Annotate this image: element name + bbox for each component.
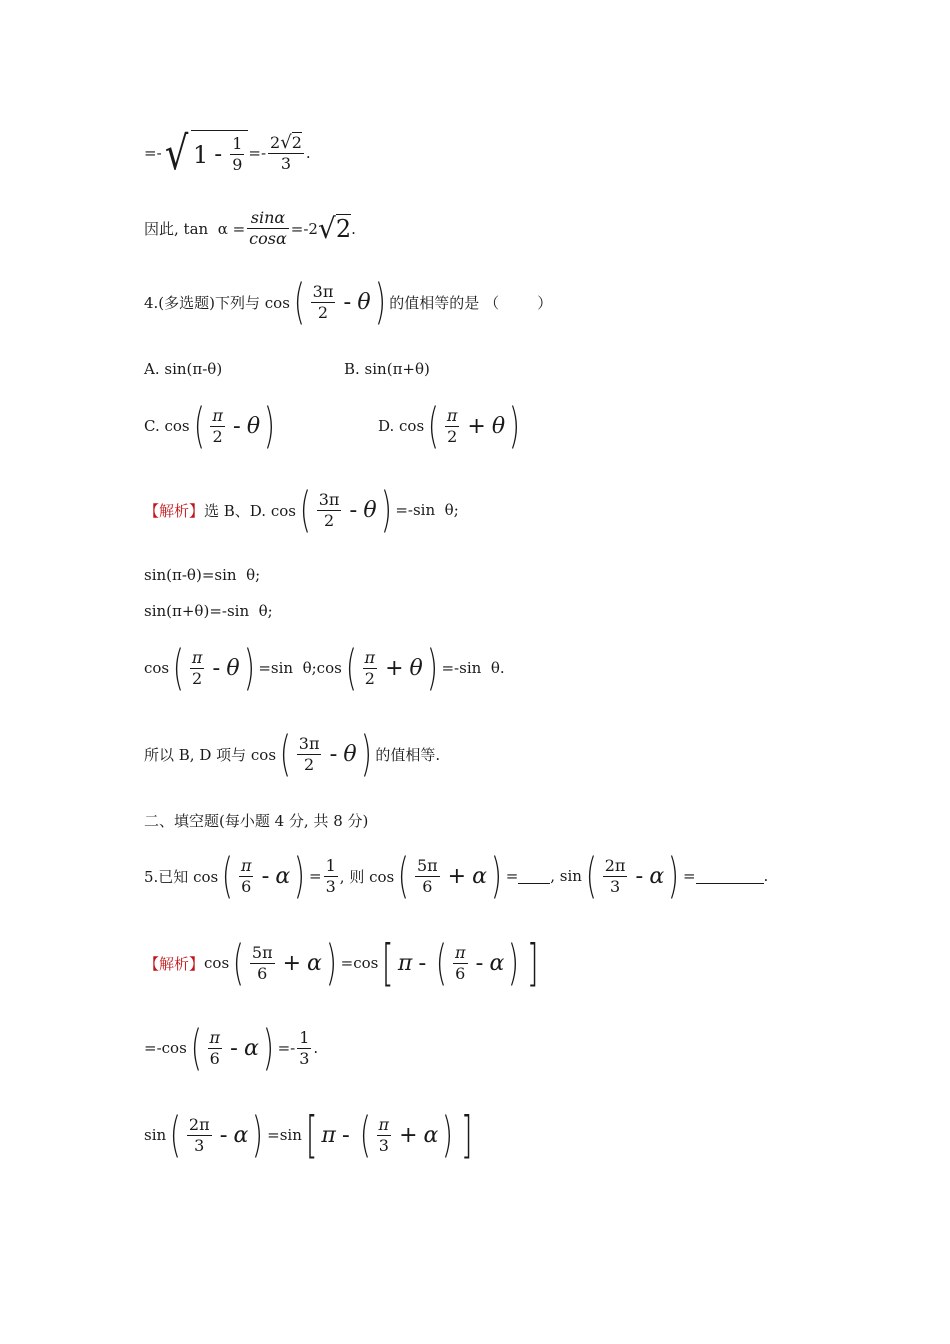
- option-a: A. sin(π-θ): [144, 360, 223, 378]
- eq-line-2: 因此, tan α = $\frac{\sin\alpha}{\cos\alpha}$ =-2 √ 2 .: [144, 208, 356, 248]
- solution-5-line-3: sin ( $\frac{2\pi}{3}$ - α ) =sin [ π - ( $\frac{\pi}{3}$ + α ) ]: [144, 1106, 473, 1164]
- answer-blank-2[interactable]: [696, 869, 764, 884]
- solution-tag: 【解析】: [144, 501, 205, 520]
- fraction: $\frac{\pi}{6}$: [455, 942, 466, 983]
- fraction: $\frac{1}{3}$: [299, 1027, 310, 1068]
- eq-line-1: =- √ 1 - $\frac{1}{9}$ =- $\frac{2√2}{3}$ .: [144, 126, 311, 180]
- fraction: $\frac{\sin\alpha}{\cos\alpha}$: [249, 208, 287, 248]
- fraction: $\frac{1}{9}$: [232, 134, 243, 174]
- equals: =-: [248, 144, 267, 162]
- radicand: [191, 130, 248, 176]
- solution-4-line-5: 所以 B, D 项与 cos ( $\frac{3\pi}{2}$ - θ ) 的值相等.: [144, 726, 441, 782]
- solution-4-line-3: sin(π+θ)=-sin θ;: [144, 602, 273, 620]
- answer-blank-1[interactable]: [518, 869, 550, 884]
- fraction: $\frac{\pi}{2}$: [191, 647, 203, 688]
- fraction: $\frac{2\pi}{3}$: [604, 855, 626, 896]
- option-c: C. cos ( $\frac{\pi}{2}$ - θ ): [144, 398, 276, 454]
- solution-5-line-2: =-cos ( $\frac{\pi}{6}$ - α ) =- $\frac{1}{3}$ .: [144, 1020, 319, 1076]
- fraction: $\frac{\pi}{6}$: [240, 855, 252, 896]
- option-b: B. sin(π+θ): [344, 360, 430, 378]
- fraction: $\frac{2√2}{3}$: [270, 131, 302, 173]
- fraction: $\frac{\pi}{3}$: [378, 1114, 390, 1155]
- option-d: D. cos ( $\frac{\pi}{2}$ + θ ): [378, 398, 521, 454]
- fraction: $\frac{1}{3}$: [325, 855, 336, 896]
- fraction: $\frac{5\pi}{6}$: [251, 942, 273, 983]
- question-4: 4.(多选题)下列与 cos ( $\frac{3\pi}{2}$ - θ ) 的值相等的是 （ ）: [144, 274, 553, 330]
- question-5: 5.已知 cos ( $\frac{\pi}{6}$ - α ) = $\frac{1}{3}$ , 则 cos ( $\frac{5\pi}{6}$ + α ) = , sin ( $\frac{2\pi}{3}$ - α ) = .: [144, 848, 769, 904]
- solution-4-line-2: sin(π-θ)=sin θ;: [144, 566, 261, 584]
- fraction: $\frac{3\pi}{2}$: [298, 733, 320, 774]
- fraction: $\frac{\pi}{6}$: [209, 1027, 221, 1068]
- fraction: $\frac{\pi}{2}$: [446, 405, 458, 446]
- fraction: $\frac{\pi}{2}$: [364, 647, 376, 688]
- fraction: $\frac{3\pi}{2}$: [312, 281, 334, 322]
- solution-4-line-4: cos ( $\frac{\pi}{2}$ - θ ) =sin θ;cos ( $\frac{\pi}{2}$ + θ ) =-sin θ.: [144, 640, 505, 696]
- term-one: 1: [192, 140, 209, 169]
- minus-sign: -: [214, 142, 223, 167]
- fraction: $\frac{5\pi}{6}$: [416, 855, 438, 896]
- solution-tag: 【解析】: [144, 954, 205, 973]
- solution-4: 【解析】 选 B、D. cos ( $\frac{3\pi}{2}$ - θ ) =-sin θ;: [144, 482, 459, 538]
- fraction: $\frac{3\pi}{2}$: [318, 489, 340, 530]
- fraction: $\frac{\pi}{2}$: [212, 405, 223, 446]
- radical-sign: √: [164, 126, 189, 180]
- fraction: $\frac{2\pi}{3}$: [188, 1114, 210, 1155]
- section-heading: 二、填空题(每小题 4 分, 共 8 分): [144, 812, 369, 830]
- text: 因此, tan α =: [144, 220, 246, 238]
- eq-prefix: =-: [144, 144, 162, 162]
- solution-5: 【解析】 cos ( $\frac{5\pi}{6}$ + α ) =cos [ π - ( $\frac{\pi}{6}$ - α ) ]: [144, 934, 539, 992]
